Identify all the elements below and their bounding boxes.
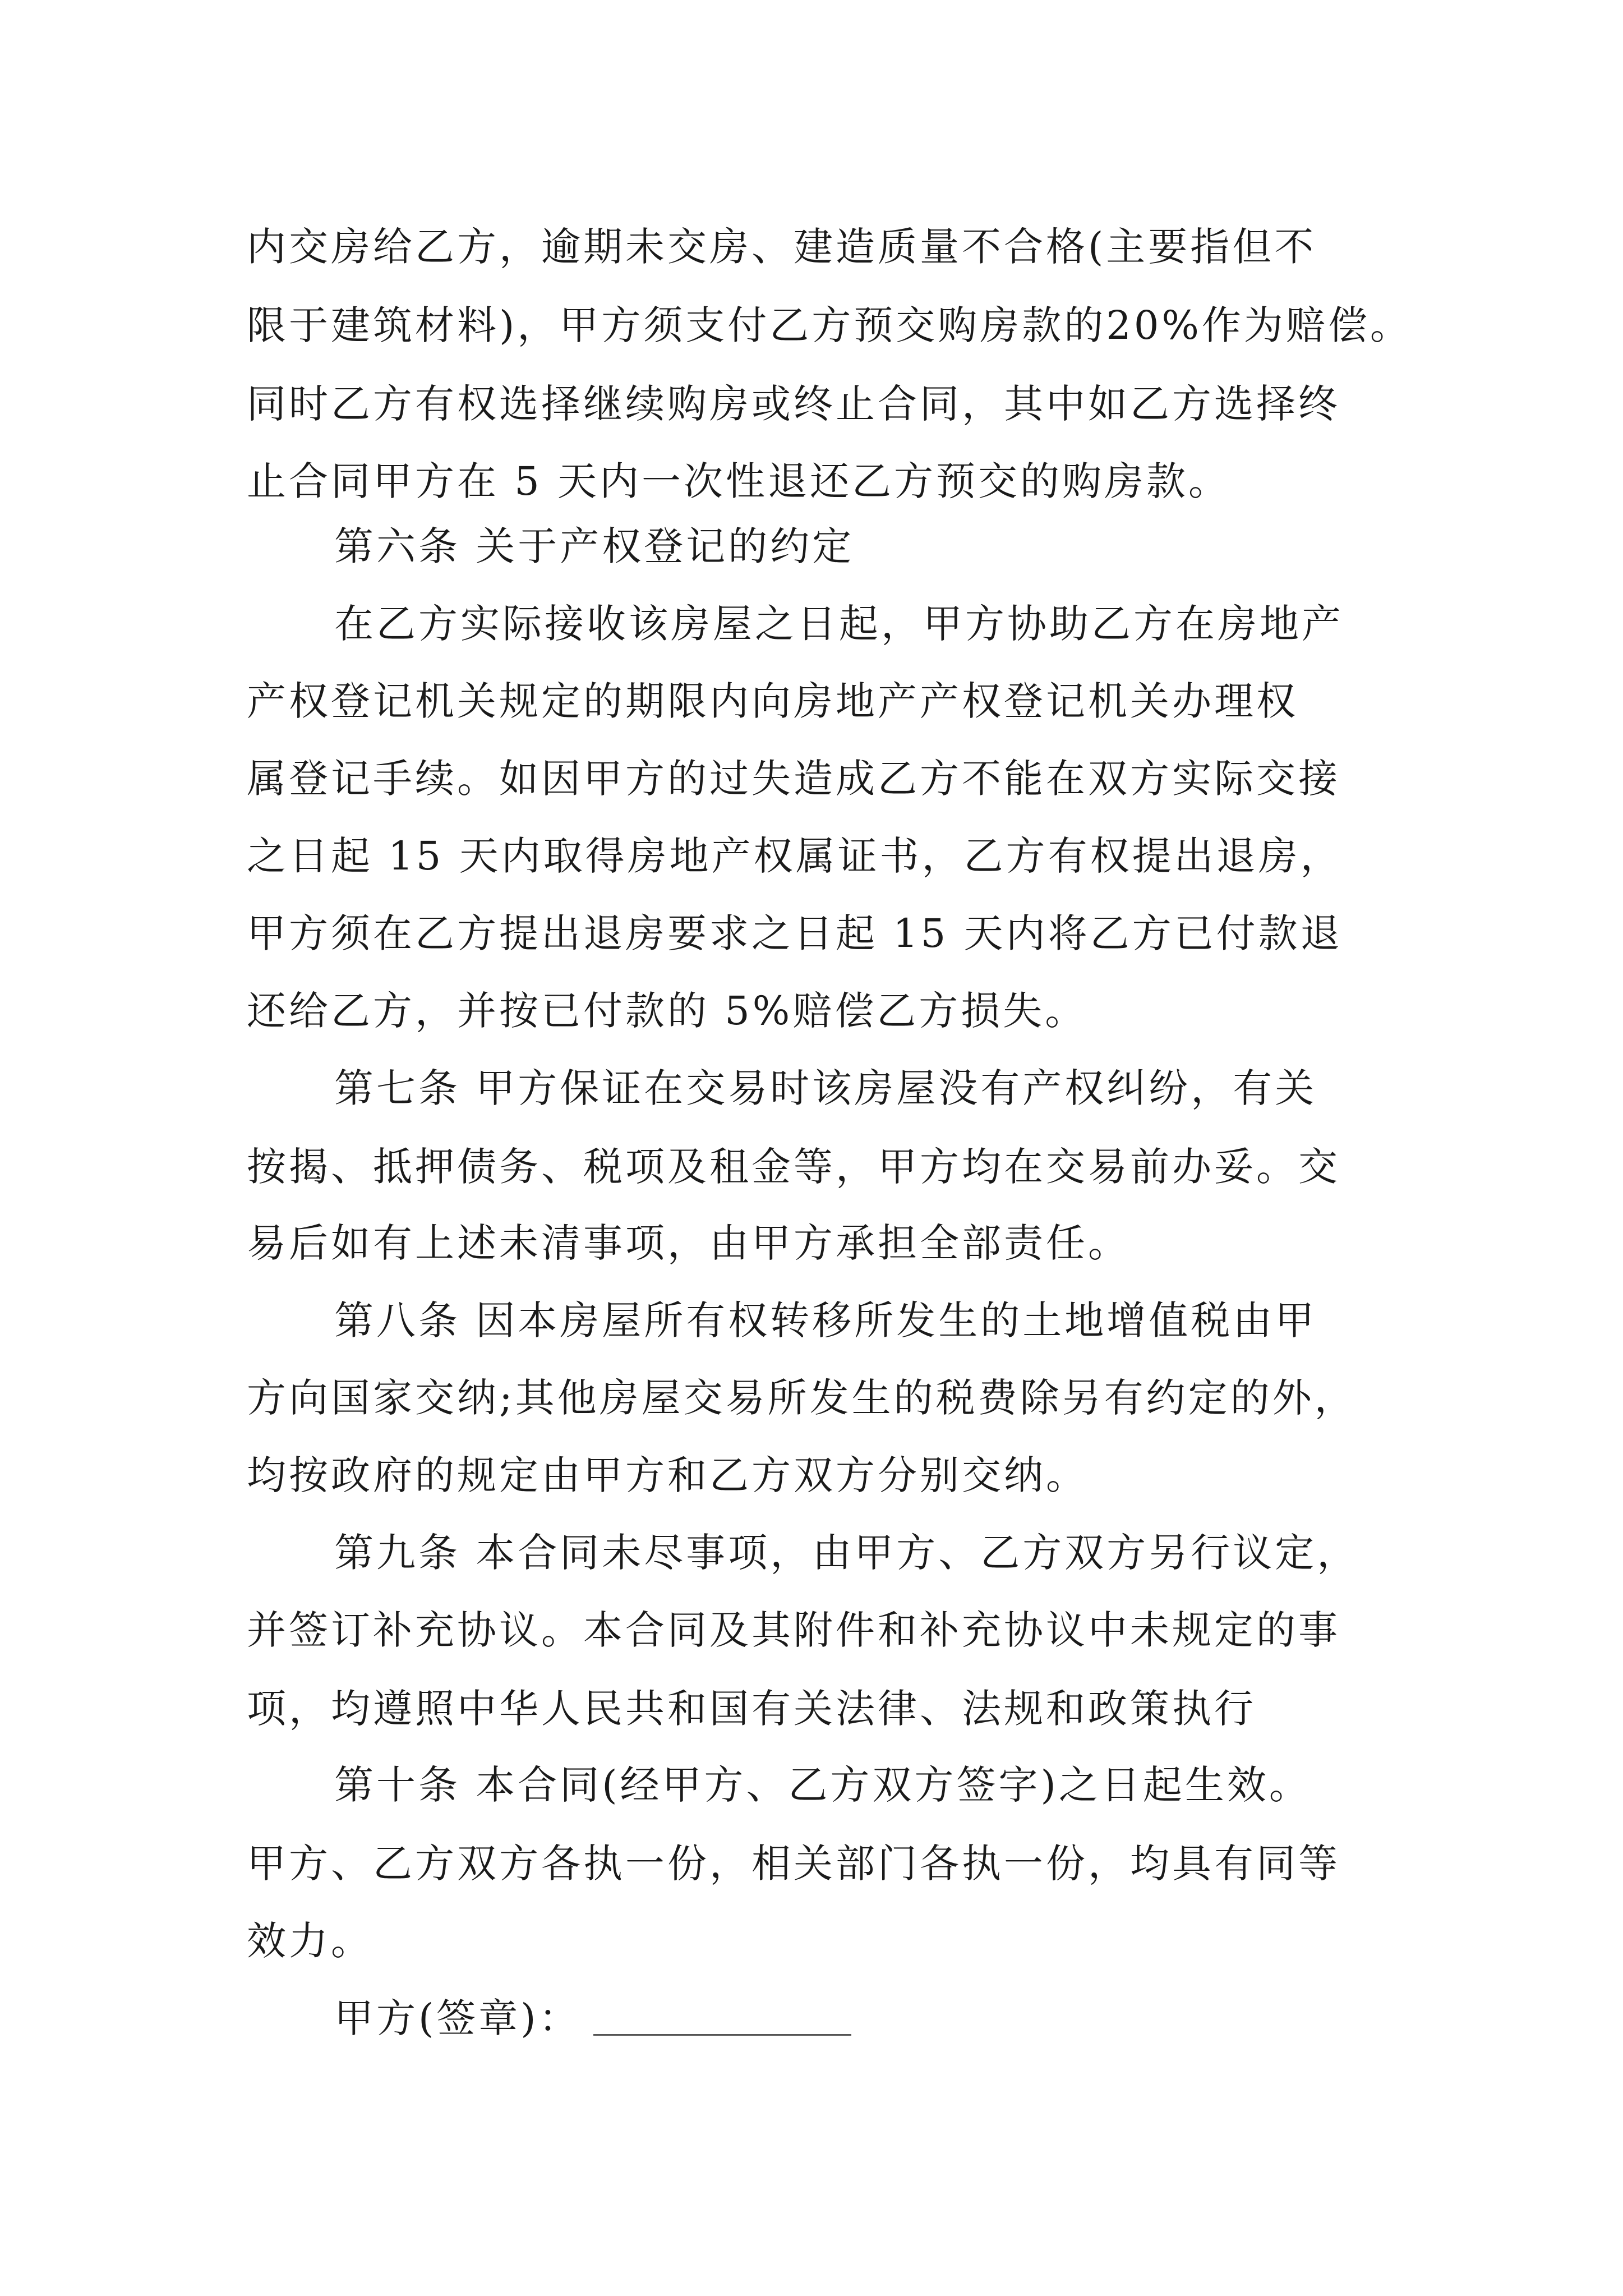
text-line: 第九条 本合同未尽事项，由甲方、乙方双方另行议定， (334, 1530, 1359, 1576)
text-line: 均按政府的规定由甲方和乙方双方分别交纳。 (247, 1452, 1088, 1498)
text-line: 方向国家交纳;其他房屋交易所发生的税费除另有约定的外， (247, 1375, 1357, 1421)
text-line: 甲方须在乙方提出退房要求之日起 15 天内将乙方已付款退 (247, 910, 1343, 956)
text-line: 还给乙方，并按已付款的 5%赔偿乙方损失。 (247, 988, 1087, 1034)
text-line: 产权登记机关规定的期限内向房地产产权登记机关办理权 (247, 678, 1298, 724)
text-line: 止合同甲方在 5 天内一次性退还乙方预交的购房款。 (247, 458, 1231, 504)
text-line: 第八条 因本房屋所有权转移所发生的土地增值税由甲 (334, 1297, 1317, 1343)
text-line: 之日起 15 天内取得房地产权属证书，乙方有权提出退房， (247, 833, 1343, 879)
text-line: 甲方、乙方双方各执一份，相关部门各执一份，均具有同等 (247, 1841, 1340, 1887)
text-line: 第十条 本合同(经甲方、乙方双方签字)之日起生效。 (334, 1762, 1311, 1808)
text-line: 限于建筑材料)，甲方须支付乙方预交购房款的20%作为赔偿。 (247, 302, 1412, 348)
section-heading: 第六条 关于产权登记的约定 (334, 523, 855, 569)
text-line: 内交房给乙方，逾期未交房、建造质量不合格(主要指但不 (247, 224, 1317, 270)
text-line: 在乙方实际接收该房屋之日起，甲方协助乙方在房地产 (334, 601, 1344, 647)
text-line: 属登记手续。如因甲方的过失造成乙方不能在双方实际交接 (247, 756, 1340, 802)
text-line: 效力。 (247, 1918, 373, 1964)
text-line: 易后如有上述未清事项，由甲方承担全部责任。 (247, 1220, 1130, 1266)
text-line: 第七条 甲方保证在交易时该房屋没有产权纠纷，有关 (334, 1065, 1317, 1111)
text-line: 同时乙方有权选择继续购房或终止合同，其中如乙方选择终 (247, 381, 1340, 427)
text-line: 项，均遵照中华人民共和国有关法律、法规和政策执行 (247, 1686, 1256, 1732)
signature-label: 甲方(签章)： (334, 1995, 581, 2041)
signature-line (593, 2034, 851, 2036)
text-line: 按揭、抵押债务、税项及租金等，甲方均在交易前办妥。交 (247, 1144, 1340, 1190)
text-line: 并签订补充协议。本合同及其附件和补充协议中未规定的事 (247, 1607, 1340, 1653)
